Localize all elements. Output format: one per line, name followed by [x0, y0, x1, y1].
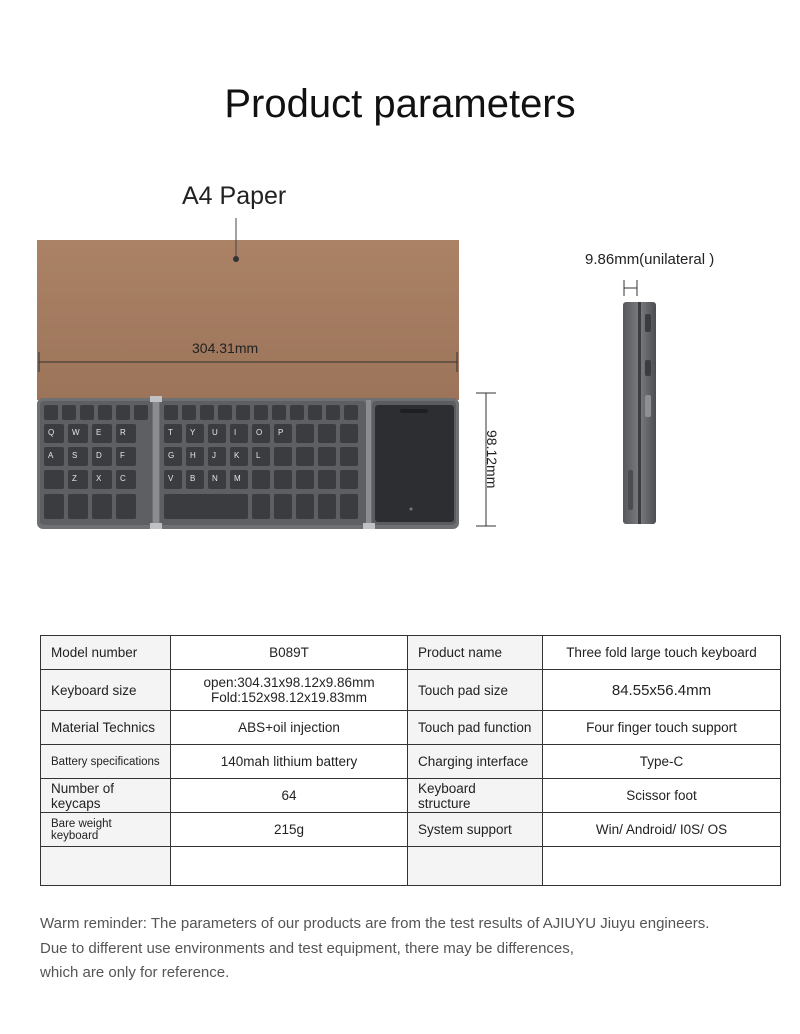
keycap	[318, 494, 336, 519]
system-support-label: System support	[408, 813, 543, 847]
keycap-label: J	[212, 451, 216, 460]
keycap-label: W	[72, 428, 80, 437]
keycap-label: M	[234, 474, 241, 483]
page-title: Product parameters	[224, 82, 576, 126]
keycap	[252, 470, 270, 489]
keycap-label: S	[72, 451, 78, 460]
keycap	[116, 470, 136, 489]
keycap-label: X	[96, 474, 102, 483]
reminder-line: Due to different use environments and test equipment, there may be differences,	[40, 939, 574, 957]
keycap-label: Q	[48, 428, 55, 437]
touch-pad-size-value: 84.55x56.4mm	[543, 670, 781, 711]
keycap	[296, 424, 314, 443]
keycap	[164, 405, 178, 420]
keyboard-structure-value: Scissor foot	[543, 779, 781, 813]
reminder-line: Warm reminder: The parameters of our products are from the test results of AJIUYU Jiuyu engineers.	[40, 915, 710, 932]
keycap-label: A	[48, 451, 54, 460]
keycap	[340, 494, 358, 519]
keycap	[44, 447, 64, 466]
keycap	[92, 470, 112, 489]
a4-pointer-dot	[233, 256, 239, 262]
keycap-label: I	[234, 428, 237, 437]
a4-paper	[37, 240, 459, 400]
keycap	[182, 405, 196, 420]
table-row	[41, 779, 781, 813]
keycap-label: E	[96, 428, 102, 437]
keyboard-structure-label: Keyboard structure	[408, 779, 543, 813]
model-number-value: B089T	[171, 636, 408, 670]
keycap	[68, 494, 88, 519]
keycap-label: V	[168, 474, 174, 483]
keycap-label: O	[256, 428, 263, 437]
keycap	[296, 447, 314, 466]
keycap	[200, 405, 214, 420]
keycap	[274, 470, 292, 489]
number-of-keycaps-value: 64	[171, 779, 408, 813]
keycap	[230, 424, 248, 443]
keycap-label: R	[120, 428, 126, 437]
keycap	[272, 405, 286, 420]
keycap	[208, 447, 226, 466]
warm-reminder	[40, 912, 780, 986]
charging-interface-label: Charging interface	[408, 745, 543, 779]
keycap	[218, 405, 232, 420]
touch-pad-size-label: Touch pad size	[408, 670, 543, 711]
a4-paper-label: A4 Paper	[182, 182, 287, 210]
keyboard-size-value	[171, 670, 408, 711]
keycap	[252, 494, 270, 519]
keycap-label: Y	[190, 428, 196, 437]
keycap	[318, 447, 336, 466]
keycap	[44, 405, 58, 420]
keycap-label: N	[212, 474, 218, 483]
keycap	[98, 405, 112, 420]
height-label: 98.12mm	[484, 430, 500, 489]
keycap	[116, 405, 130, 420]
keycap	[296, 494, 314, 519]
keycap-label: Z	[72, 474, 77, 483]
keycap	[116, 447, 136, 466]
keycap	[254, 405, 268, 420]
keyboard-size-open: open:304.31x98.12x9.86mm	[203, 675, 375, 690]
material-technics-value: ABS+oil injection	[171, 711, 408, 745]
bare-weight-value: 215g	[171, 813, 408, 847]
thickness-label: 9.86mm(unilateral )	[585, 251, 715, 268]
keycap-label: U	[212, 428, 218, 437]
touchpad	[375, 405, 454, 522]
keycap	[252, 447, 270, 466]
table-row	[41, 813, 781, 847]
keycap	[344, 405, 358, 420]
keycap	[68, 447, 88, 466]
keycap	[274, 447, 292, 466]
keycap	[340, 470, 358, 489]
keycap	[80, 405, 94, 420]
keycap	[340, 424, 358, 443]
empty-cell	[41, 847, 171, 886]
keycap	[308, 405, 322, 420]
bare-weight-label: Bare weight keyboard	[41, 813, 171, 847]
keycap-label: T	[168, 428, 173, 437]
keycap	[340, 447, 358, 466]
keycap	[44, 470, 64, 489]
keycap-label: B	[190, 474, 196, 483]
table-row-empty	[41, 847, 781, 886]
keycap	[164, 424, 182, 443]
product-name-label: Product name	[408, 636, 543, 670]
product-name-value: Three fold large touch keyboard	[543, 636, 781, 670]
material-technics-label: Material Technics	[41, 711, 171, 745]
keycap-label: D	[96, 451, 102, 460]
table-row	[41, 670, 781, 711]
keycap	[92, 424, 112, 443]
system-support-value: Win/ Android/ I0S/ OS	[543, 813, 781, 847]
keycap	[116, 424, 136, 443]
keycap-label: G	[168, 451, 175, 460]
keycap	[290, 405, 304, 420]
keyboard-size-label: Keyboard size	[41, 670, 171, 711]
keycap-label: F	[120, 451, 125, 460]
model-number-label: Model number	[41, 636, 171, 670]
keycap	[274, 494, 292, 519]
battery-specifications-label: Battery specifications	[41, 745, 171, 779]
keycap-label: L	[256, 451, 261, 460]
keycap-label: C	[120, 474, 126, 483]
keycap	[116, 494, 136, 519]
number-of-keycaps-label: Number of keycaps	[41, 779, 171, 813]
keycap	[236, 405, 250, 420]
keycap	[318, 470, 336, 489]
parameters-table	[40, 635, 781, 886]
keycap	[318, 424, 336, 443]
keycap	[62, 405, 76, 420]
touch-pad-function-label: Touch pad function	[408, 711, 543, 745]
empty-cell	[408, 847, 543, 886]
reminder-line: which are only for reference.	[40, 964, 230, 981]
keycap-label: H	[190, 451, 196, 460]
keycap	[44, 494, 64, 519]
keycap	[92, 447, 112, 466]
keycap-label: K	[234, 451, 240, 460]
keycap	[68, 470, 88, 489]
touch-pad-function-value: Four finger touch support	[543, 711, 781, 745]
keycap	[296, 470, 314, 489]
charging-interface-value: Type-C	[543, 745, 781, 779]
keyboard-size-fold: Fold:152x98.12x19.83mm	[210, 690, 368, 705]
keycap-label: P	[278, 428, 284, 437]
table-row	[41, 636, 781, 670]
keycap	[164, 494, 248, 519]
keycap	[134, 405, 148, 420]
table-row	[41, 711, 781, 745]
table-row	[41, 745, 781, 779]
keycap	[92, 494, 112, 519]
battery-specifications-value: 140mah lithium battery	[171, 745, 408, 779]
keycap	[326, 405, 340, 420]
width-label: 304.31mm	[192, 340, 259, 356]
empty-cell	[171, 847, 408, 886]
empty-cell	[543, 847, 781, 886]
